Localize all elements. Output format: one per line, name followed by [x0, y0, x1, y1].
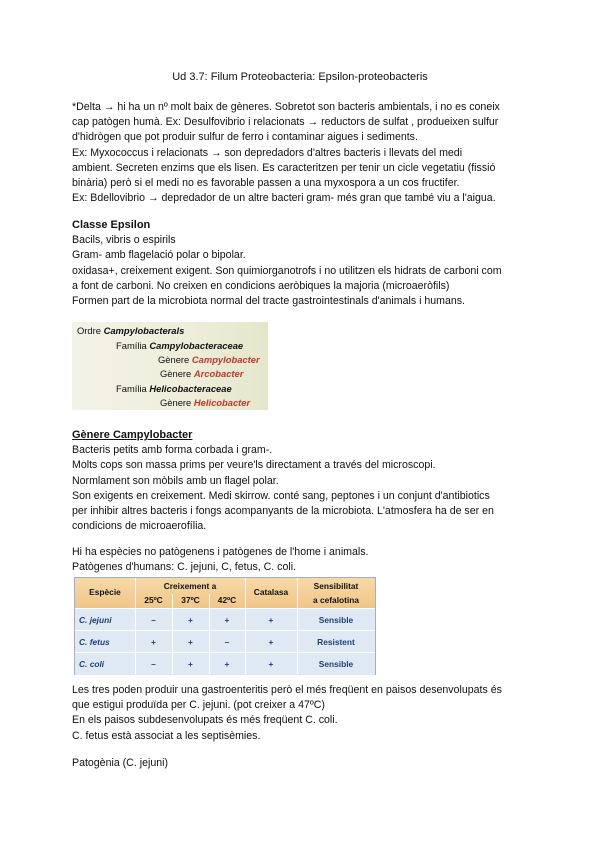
table-divider — [297, 578, 298, 674]
taxonomy-genus: Gènere Arcobacter — [160, 368, 244, 379]
cell-25c: + — [151, 637, 156, 647]
header-25c: 25ºC — [144, 595, 163, 605]
table-header — [75, 578, 375, 608]
cell-sensitivity: Resistent — [317, 637, 355, 647]
text-line: condicions de microaerofília. — [72, 520, 207, 533]
table-row — [75, 608, 375, 631]
section-heading: Classe Epsilon — [72, 219, 151, 231]
text-line: Normlament son mòbils amb un flagel polar. — [72, 474, 279, 487]
cell-37c: + — [188, 615, 193, 625]
after-table-section — [72, 683, 532, 744]
delta-section — [72, 100, 532, 206]
cell-species: C. fetus — [79, 637, 110, 647]
taxonomy-figure — [72, 322, 268, 410]
text-line: Molts cops son massa prims per veure'ls directament a través del microscopi. — [72, 459, 436, 472]
section-heading: Gènere Campylobacter — [72, 429, 193, 441]
text-line: Les tres poden produir una gastroenteritis però el més freqüent en paisos desenvolupats és — [72, 684, 502, 696]
text-line: ambient. Secreten enzims que els lisen. Es caracteritzen per tenir un cicle vegetatiu (fissió — [72, 161, 496, 174]
text-line: Gram- amb flagelació polar o bipolar. — [72, 249, 246, 262]
header-37c: 37ºC — [181, 595, 200, 605]
text-line: Ex: Bdellovibrio → depredador de un altre bacteri gram- més gran que també viu a l'aigua. — [72, 192, 496, 205]
text-line: Hi ha espècies no patògenens i patògenes de l'home i animals. — [72, 546, 369, 558]
table-row — [75, 652, 375, 675]
pathogenesis-section — [72, 756, 532, 771]
cell-37c: + — [188, 637, 193, 647]
text-line: C. fetus està associat a les septisèmies. — [72, 729, 261, 742]
taxonomy-family: Família Campylobacteraceae — [116, 340, 244, 351]
cell-catalase: + — [268, 637, 274, 647]
header-growth: Creixement a — [163, 581, 217, 591]
text-line: a font de carboni. No creixen en condicions aeròbiques la majoria (microaeròfils) — [72, 279, 450, 292]
text-line: per inhibir altres bacteris i fongs acompanyants de la microbiota. L'atmosfera ha de ser en — [72, 505, 494, 518]
cell-species: C. jejuni — [79, 615, 112, 625]
text-line: Son exigents en creixement. Medi skirrow. conté sang, peptones i un conjunt d'antibiotics — [72, 489, 490, 502]
species-table — [74, 577, 376, 675]
text-line: Formen part de la microbiota normal del tracte gastrointestinals d'animals i humans. — [72, 295, 465, 308]
text-line: Bacils, vibris o espirils — [72, 234, 176, 247]
cell-catalase: + — [268, 615, 274, 625]
text-line: cap patògen humà. Ex: Desulfovibrio i relacionats → reductors de sulfat , produeixen sulfur — [72, 116, 499, 129]
header-42c: 42ºC — [217, 595, 237, 605]
table-row — [75, 630, 375, 653]
cell-42c: + — [224, 659, 230, 669]
cell-25c: – — [151, 659, 156, 669]
taxonomy-family: Família Helicobacteraceae — [116, 383, 232, 394]
text-line: Patogènia (C. jejuni) — [72, 757, 168, 769]
header-catalase: Catalasa — [253, 587, 289, 597]
epsilon-section — [72, 218, 532, 309]
text-line: Patògenes d'humans: C. jejuni, C, fetus, C. coli. — [72, 561, 297, 574]
cell-42c: – — [224, 637, 230, 647]
text-line: binària) però si el medi no es favorable passen a una myxospora a un cos fructifer. — [72, 177, 460, 190]
cell-catalase: + — [268, 659, 274, 669]
text-line: En els paisos subdesenvolupats és més freqüent C. coli. — [72, 714, 338, 727]
cell-species: C. coli — [79, 659, 105, 669]
text-line: que estigui produïda per C. jejuni. (pot creixer a 47ºC) — [72, 699, 325, 712]
cell-42c: + — [224, 615, 230, 625]
cell-sensitivity: Sensible — [318, 615, 354, 625]
cell-sensitivity: Sensible — [318, 659, 354, 669]
taxonomy-order: Ordre Campylobacterals — [77, 325, 185, 336]
table-divider — [245, 578, 246, 674]
header-sensitivity-sub: a cefalotina — [312, 595, 360, 605]
taxonomy-genus: Gènere Helicobacter — [160, 397, 251, 408]
cell-25c: – — [151, 615, 156, 625]
table-divider — [135, 578, 136, 674]
text-line: *Delta → hi ha un nº molt baix de gèneres. Sobretot son bacteris ambientals, i no es coneix — [72, 101, 500, 113]
text-line: oxidasa+, creixement exigent. Son quimiorganotrofs i no utilitzen els hidrats de carboni com — [72, 264, 502, 277]
header-species: Espècie — [89, 587, 121, 597]
text-line: d'hidrògen que pot produir sulfur de ferro i contaminar aigues i sediments. — [72, 131, 418, 144]
table-divider — [209, 594, 210, 674]
page-title: Ud 3.7: Filum Proteobacteria: Epsilon-proteobacteris — [172, 71, 428, 83]
cell-37c: + — [188, 659, 193, 669]
table-divider — [172, 594, 173, 674]
taxonomy-genus: Gènere Campylobacter — [158, 354, 260, 365]
text-line: Ex: Myxococcus i relacionats → son depredadors d'altres bacteris i llevats del medi — [72, 146, 463, 159]
text-line: Bacteris petits amb forma corbada i gram-. — [72, 444, 273, 457]
header-sensitivity: Sensibilitat — [313, 581, 359, 591]
campylobacter-section — [72, 428, 532, 534]
pathogens-section — [72, 545, 532, 575]
